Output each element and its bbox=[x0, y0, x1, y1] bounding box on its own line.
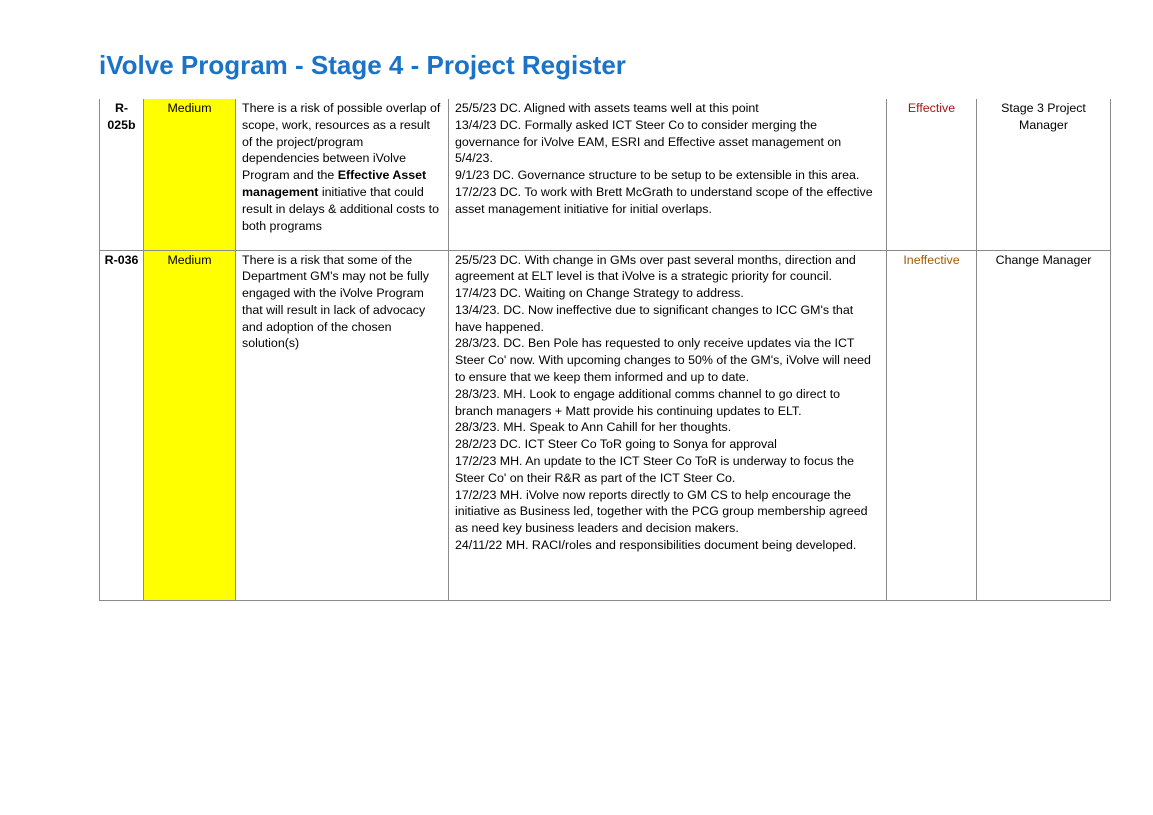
update-entry: 25/5/23 DC. With change in GMs over past several months, direction and agreement at ELT level is that iVolve is a strategic priority for council. bbox=[455, 252, 856, 284]
table-row bbox=[100, 99, 1111, 250]
update-entry: 28/2/23 DC. ICT Steer Co ToR going to Sonya for approval bbox=[455, 437, 777, 452]
risk-owner-cell bbox=[977, 250, 1111, 600]
risk-description-cell bbox=[236, 250, 449, 600]
risk-owner: Change Manager bbox=[995, 252, 1092, 267]
risk-rating-cell bbox=[144, 99, 236, 250]
risk-id-cell bbox=[100, 99, 144, 250]
risk-description-bold: Effective Asset management bbox=[242, 168, 427, 199]
update-entry: 24/11/22 MH. RACI/roles and responsibilities document being developed. bbox=[455, 538, 857, 553]
update-entry: 28/3/23. DC. Ben Pole has requested to only receive updates via the ICT Steer Co' now. With upcoming changes to 50% of the GM's, iVolve will need to ensure that we keep them informed and up to date. bbox=[455, 336, 871, 385]
risk-description-cell bbox=[236, 99, 449, 250]
table-row bbox=[100, 250, 1111, 600]
risk-description-text: There is a risk that some of the Department GM's may not be fully engaged with the iVolve Program that will result in lack of advocacy and adoption of the chosen solution(s) bbox=[242, 252, 429, 351]
update-entry: 17/2/23 MH. iVolve now reports directly to GM CS to help encourage the initiative as Business led, together with the PCG group membership agreed as need key business leaders and decision makers. bbox=[455, 487, 868, 536]
risk-rating: Medium bbox=[167, 252, 212, 267]
effectiveness-status: Ineffective bbox=[903, 252, 960, 267]
effectiveness-cell bbox=[887, 250, 977, 600]
risk-id: R-025b bbox=[107, 101, 136, 132]
risk-updates-cell bbox=[449, 250, 887, 600]
risk-id: R-036 bbox=[104, 252, 139, 267]
update-entry: 17/2/23 MH. An update to the ICT Steer Co ToR is underway to focus the Steer Co' on their R&R as part of the ICT Steer Co. bbox=[455, 454, 855, 485]
update-entry: 13/4/23. DC. Now ineffective due to significant changes to ICC GM's that have happened. bbox=[455, 302, 854, 334]
risk-updates-cell bbox=[449, 99, 887, 250]
risk-description-text-end: initiative that could result in delays & additional costs to both programs bbox=[242, 184, 439, 233]
update-entry: 17/2/23 DC. To work with Brett McGrath to understand scope of the effective asset management initiative for initial overlaps. bbox=[455, 184, 873, 216]
risk-register-table bbox=[99, 99, 1111, 601]
risk-rating-cell bbox=[144, 250, 236, 600]
effectiveness-cell bbox=[887, 99, 977, 250]
page-title: iVolve Program - Stage 4 - Project Register bbox=[99, 50, 626, 80]
risk-owner-cell bbox=[977, 99, 1111, 250]
update-entry: 28/3/23. MH. Look to engage additional comms channel to go direct to branch managers + Matt provide his continuing updates to ELT. bbox=[455, 386, 841, 418]
update-entry: 13/4/23 DC. Formally asked ICT Steer Co to consider merging the governance for iVolve EAM, ESRI and Effective asset management on 5/4/23. bbox=[455, 117, 842, 166]
risk-id-cell bbox=[100, 250, 144, 600]
effectiveness-status: Effective bbox=[907, 101, 956, 115]
update-entry: 28/3/23. MH. Speak to Ann Cahill for her thoughts. bbox=[455, 420, 732, 435]
risk-description-text: There is a risk of possible overlap of scope, work, resources as a result of the project/program dependencies between iVolve Program and the bbox=[242, 101, 441, 183]
risk-owner: Stage 3 Project Manager bbox=[1001, 101, 1086, 132]
update-entry: 25/5/23 DC. Aligned with assets teams well at this point bbox=[455, 101, 759, 115]
update-entry: 17/4/23 DC. Waiting on Change Strategy to address. bbox=[455, 286, 744, 301]
risk-rating: Medium bbox=[167, 101, 212, 115]
update-entry: 9/1/23 DC. Governance structure to be setup to be extensible in this area. bbox=[455, 168, 860, 183]
